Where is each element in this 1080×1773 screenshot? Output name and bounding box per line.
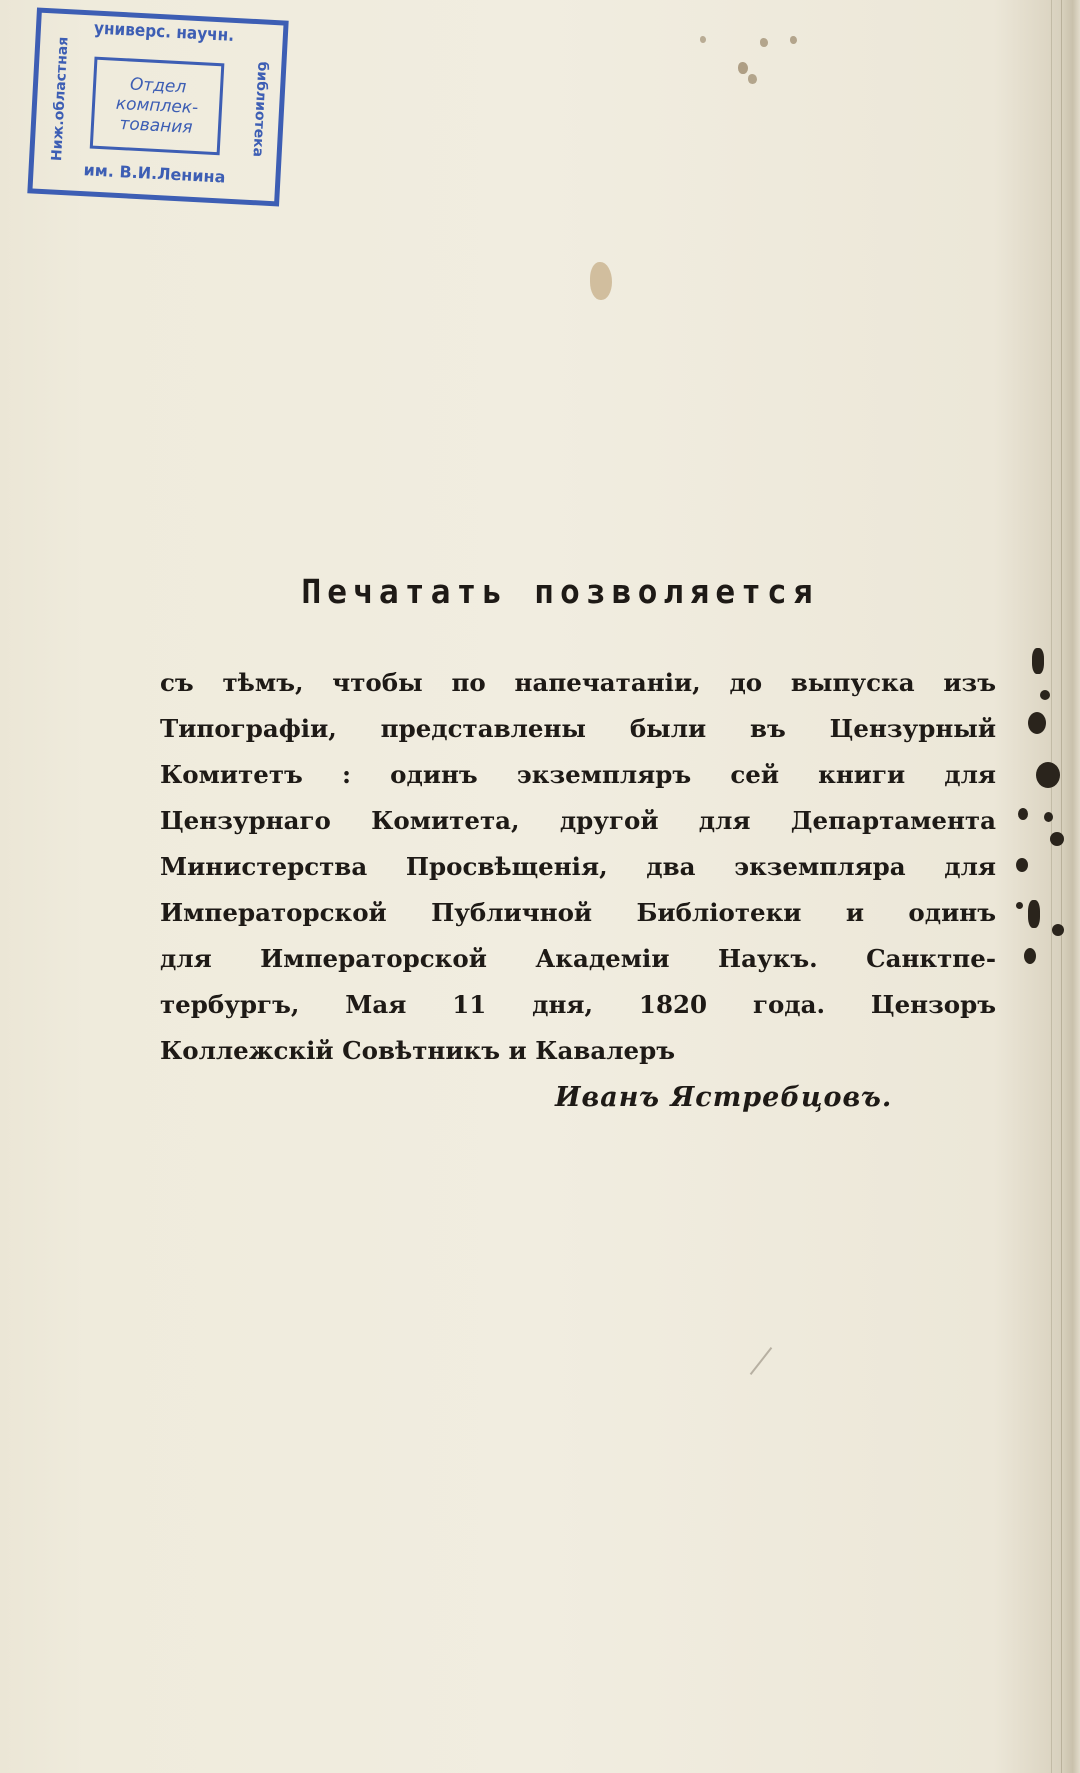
ink-spot [1036,762,1060,788]
text-line: Типографіи, представлены были въ Цензурный [160,714,996,743]
text-line: Цензурнаго Комитета, другой для Департамента [160,806,996,835]
ink-spot [1024,948,1036,964]
ink-spot [1040,690,1050,700]
ink-spot [1028,900,1040,928]
stamp-left-text: Ниж.областная [49,36,72,162]
ink-spot [1050,832,1064,846]
ink-spot [1016,902,1023,909]
library-stamp [27,8,288,207]
foxing-stain [700,36,706,43]
censor-signature: Иванъ Ястребцовъ. [555,1082,893,1113]
stamp-inner-box [90,57,225,156]
text-line: Министерства Просвѣщенія, два экземпляра для [160,852,996,881]
foxing-stain [590,262,612,300]
ink-spot [1032,648,1044,674]
ink-spot [1052,924,1064,936]
foxing-stain [738,62,748,74]
text-line: Комитетъ : одинъ экземпляръ сей книги для [160,760,996,789]
text-line: Императорской Публичной Библіотеки и одинъ [160,898,996,927]
text-line: тербургъ, Мая 11 дня, 1820 года. Цензоръ [160,990,996,1019]
text-line: съ тѣмъ, чтобы по напечатаніи, до выпуска изъ [160,668,996,697]
text-line: Коллежскій Совѣтникъ и Кавалеръ [160,1036,676,1065]
foxing-stain [760,38,768,47]
ink-spot [1028,712,1046,734]
ink-spot [1018,808,1028,820]
stamp-center-line: тования [118,114,194,138]
text-line: для Императорской Академіи Наукъ. Санктпе- [160,944,996,973]
censorship-permission-text [160,660,996,1074]
ink-spot [1044,812,1053,822]
stamp-right-text: библиотека [249,61,271,158]
stamp-center-line: Отдел [129,74,187,98]
foxing-stain [790,36,797,44]
ink-spot [1016,858,1028,872]
page-edge [1061,0,1080,1773]
permission-heading: Печатать позволяется [301,572,819,611]
stamp-top-text: универс. научн. [93,18,235,46]
stamp-center-line: комплек- [115,93,199,119]
stamp-bottom-text: им. В.И.Ленина [83,160,226,187]
paper-scratch [750,1347,773,1375]
page-fold-line [1051,0,1052,1773]
foxing-stain [748,74,757,84]
